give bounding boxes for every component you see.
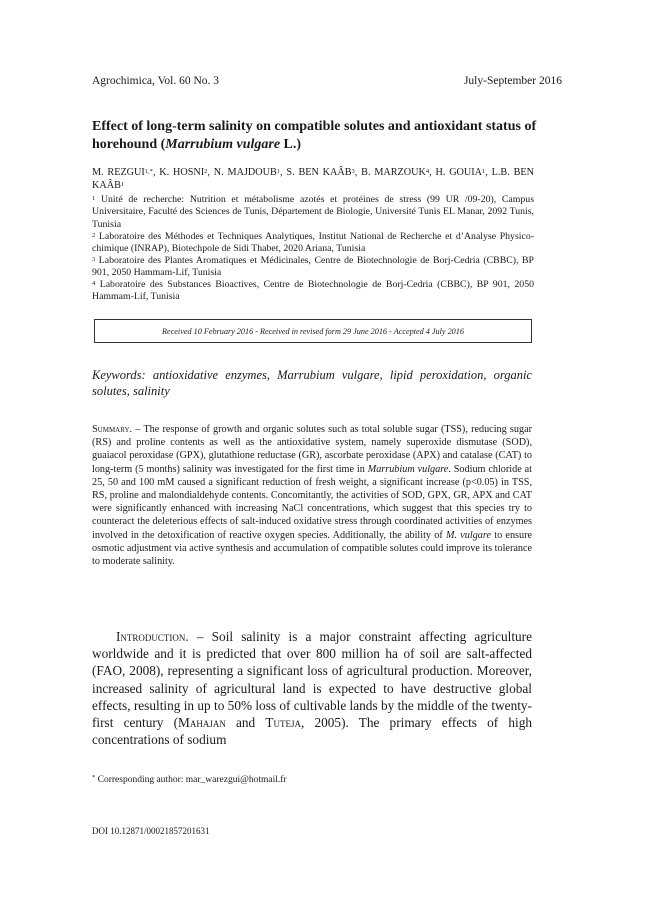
author-name: , K. HOSNI (152, 167, 205, 178)
doi: DOI 10.12871/00021857201631 (92, 826, 210, 836)
author-affiliation-mark: 4 (425, 168, 430, 175)
introduction-text: – Soil salinity is a major constraint affecting agriculture worldwide and it is predicted that over 800 million ha of soil are salt-affected (FAO, 2008), representing a significant loss of agricultural production. Moreover, increased salinity of agricultural land is expected to have destructive global effects, resulting in up to 50% loss of cultivable lands by the middle of the twenty-first century ( (92, 629, 532, 731)
title-end: L.) (280, 137, 302, 152)
received-dates: Received 10 February 2016 - Received in revised form 29 June 2016 - Accepted 4 July 2016 (162, 326, 464, 336)
title-species: Marrubium vulgare (165, 137, 281, 152)
introduction-label: Introduction. (116, 629, 189, 644)
author-list (92, 167, 534, 192)
affiliation-number: 2 (92, 232, 96, 239)
running-header (92, 75, 562, 87)
introduction-text: , 2005). The primary effects of high concentrations of sodium (92, 715, 533, 748)
author-name: , B. MARZOUK (354, 167, 426, 178)
introduction-paragraph (92, 628, 532, 748)
introduction-text: and (225, 715, 266, 731)
summary-text: . Sodium chloride at 25, 50 and 100 mM caused a significant reduction of fresh weight, a significant increase (p<0.05) in TSS, RS, proline and malondialdehyde contents. Concomitantly, the activities of SOD, GPX, GR, APX and CAT were significantly enhanced with increasing NaCl concentrations, which suggest that this species try to counteract the deleterious effects of salt-induced oxidative stress through coordinated activities of enzymes involved in the detoxification of reactive oxygen species. Additionally, the ability of (92, 463, 532, 541)
summary-species: Marrubium vulgare (367, 463, 449, 475)
affiliation-text: Laboratoire des Plantes Aromatiques et Médicinales, Centre de Biotechnologie de Borj-Cedria (CBBC), BP 901, 2050 Hammam-Lif, Tunisia (92, 255, 534, 279)
affiliation-text: Laboratoire des Méthodes et Techniques Analytiques, Institut National de Recherche et d’Analyse Physico-chimique (INRAP), Biotechpole de Sidi Thabet, 2020 Ariana, Tunisia (92, 231, 534, 255)
author-affiliation-mark: 1 (120, 180, 125, 188)
summary-text: to ensure osmotic adjustment via active synthesis and accumulation of compatible solutes could improve its tolerance to moderate salinity. (92, 529, 533, 568)
summary-abstract (92, 423, 532, 568)
footnote-text: Corresponding author: mar_warezgui@hotmail.fr (95, 775, 287, 785)
article-title (92, 118, 552, 154)
citation-author: Tuteja (265, 715, 301, 731)
author-affiliation-mark: 3 (351, 168, 355, 175)
affiliation-number: 3 (92, 256, 96, 263)
author-affiliation-mark: 2 (204, 168, 208, 175)
author-name: , L.B. BEN KAÂB (92, 167, 534, 191)
author-name: M. REZGUI (92, 167, 145, 178)
title-text: Effect of long-term salinity on compatible solutes and antioxidant status of horehound ( (92, 119, 537, 152)
issue-date: July-September 2016 (463, 75, 562, 87)
summary-label: Summary. (92, 424, 133, 435)
footnote-mark: * (92, 774, 96, 781)
affiliation-number: 1 (92, 195, 96, 202)
affiliation-3 (92, 255, 534, 280)
citation-author: Mahajan (178, 715, 226, 731)
summary-text: – The response of growth and organic solutes such as total soluble sugar (TSS), reducing sugar (RS) and proline contents as well as the antioxidative system, namely superoxide dismutase (SOD), guaiacol peroxidase (GPX), glutathione reductase (GR), ascorbate peroxidase (APX) and catalase (CAT) to long-term (5 months) salinity was investigated for the first time in (92, 424, 532, 475)
author-affiliation-mark: 1,* (144, 168, 153, 175)
summary-species: M. vulgare (445, 529, 492, 541)
affiliation-text: Laboratoire des Substances Bioactives, Centre de Biotechnologie de Borj-Cedria (CBBC), BP 901, 2050 Hammam-Lif, Tunisia (92, 279, 535, 303)
affiliation-text: Unité de recherche: Nutrition et métabolisme azotés et protéines de stress (99 UR /09-20), Campus Universitaire, Faculté des Sciences de Tunis, Département de Biologie, Université Tunis EL Manar, 2092 Tunis, Tunisia (92, 194, 535, 230)
received-dates-box (94, 319, 532, 343)
affiliation-1 (92, 194, 534, 231)
affiliation-4 (92, 279, 534, 304)
journal-name: Agrochimica, Vol. 60 No. 3 (92, 75, 220, 87)
author-name: , S. BEN KAÂB (280, 167, 352, 178)
affiliation-number: 4 (92, 280, 96, 287)
author-name: , H. GOUIA (429, 167, 483, 178)
affiliation-2 (92, 231, 534, 256)
author-name: , N. MAJDOUB (207, 167, 277, 178)
corresponding-author-footnote (92, 775, 287, 785)
author-affiliation-mark: 1 (482, 168, 486, 175)
keywords: Keywords: antioxidative enzymes, Marrubium vulgare, lipid peroxidation, organic solutes, salinity (92, 368, 532, 398)
author-affiliation-mark: 1 (276, 168, 281, 175)
